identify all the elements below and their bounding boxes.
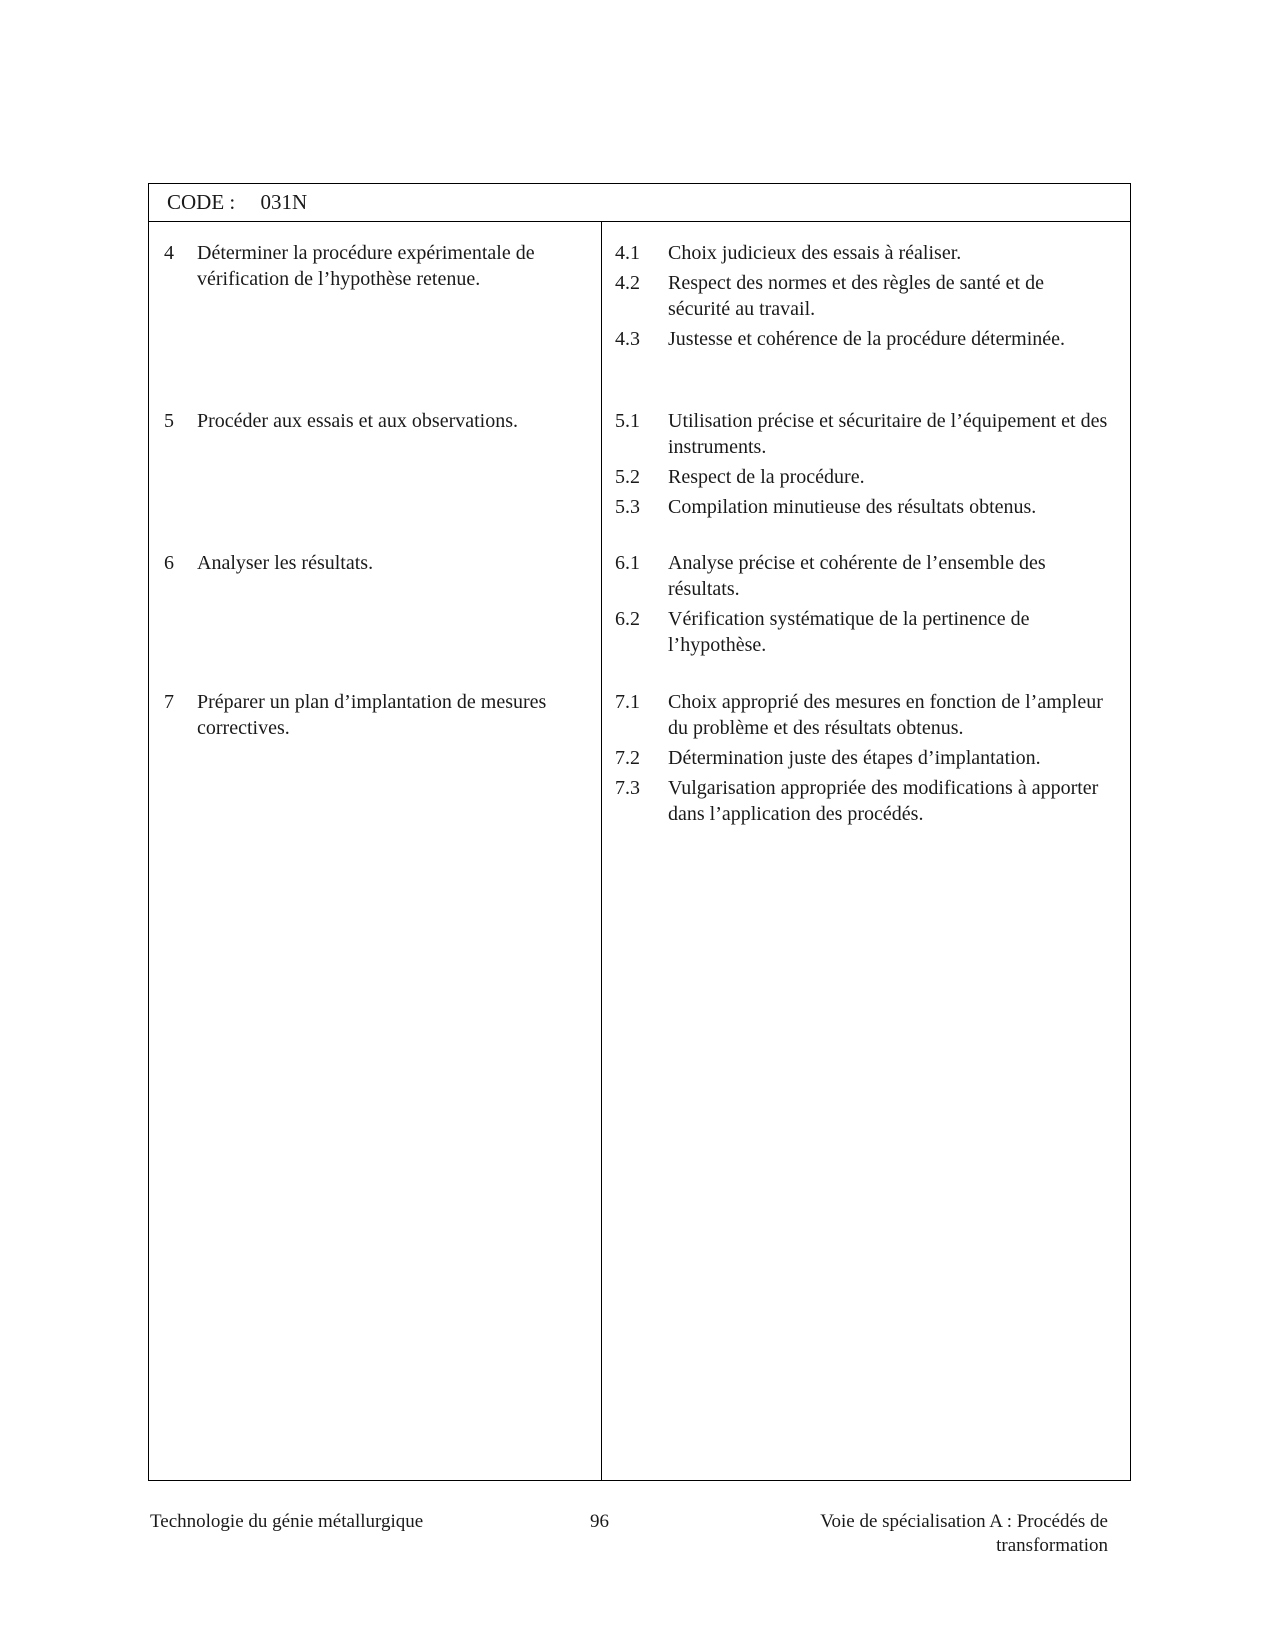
code-label: CODE : (167, 190, 236, 214)
criterion-number: 5.1 (615, 410, 640, 432)
criterion-text: Utilisation précise et sécuritaire de l’équipement et des instruments. (668, 410, 1108, 458)
criterion-number: 7.3 (615, 777, 640, 799)
element-text: Préparer un plan d’implantation de mesures correctives. (197, 691, 547, 739)
element-text: Déterminer la procédure expérimentale de vérification de l’hypothèse retenue. (197, 242, 535, 290)
element-number: 4 (164, 242, 174, 264)
criterion-text: Analyse précise et cohérente de l’ensemble des résultats. (668, 552, 1046, 600)
criterion-text: Détermination juste des étapes d’implantation. (668, 747, 1041, 769)
criterion-number: 4.3 (615, 328, 640, 350)
criterion-number: 5.2 (615, 466, 640, 488)
element-text: Procéder aux essais et aux observations. (197, 410, 519, 432)
code-header (167, 190, 307, 215)
criterion-text: Choix judicieux des essais à réaliser. (668, 242, 962, 264)
criterion-number: 7.1 (615, 691, 640, 713)
criterion-text: Vulgarisation appropriée des modifications à apporter dans l’application des procédés. (668, 777, 1099, 825)
criterion-text: Vérification systématique de la pertinence de l’hypothèse. (668, 608, 1030, 656)
footer-specialization: Voie de spécialisation A : Procédés de transformation (820, 1511, 1108, 1556)
criterion-text: Choix approprié des mesures en fonction de l’ampleur du problème et des résultats obtenus. (668, 691, 1103, 739)
criterion-number: 7.2 (615, 747, 640, 769)
criterion-text: Justesse et cohérence de la procédure déterminée. (668, 328, 1066, 350)
footer-program-title: Technologie du génie métallurgique (150, 1511, 424, 1532)
element-number: 5 (164, 410, 174, 432)
code-value: 031N (260, 190, 308, 214)
criterion-number: 4.2 (615, 272, 640, 294)
header-divider (148, 221, 1131, 222)
criterion-number: 6.1 (615, 552, 640, 574)
competency-table-frame (148, 183, 1131, 1481)
criterion-number: 4.1 (615, 242, 640, 264)
element-number: 6 (164, 552, 174, 574)
criterion-text: Respect des normes et des règles de santé et de sécurité au travail. (668, 272, 1044, 320)
criterion-text: Respect de la procédure. (668, 466, 865, 488)
element-number: 7 (164, 691, 174, 713)
column-divider (601, 221, 602, 1481)
criterion-text: Compilation minutieuse des résultats obtenus. (668, 496, 1037, 518)
footer-page-number: 96 (590, 1511, 609, 1532)
element-text: Analyser les résultats. (197, 552, 374, 574)
criterion-number: 6.2 (615, 608, 640, 630)
criterion-number: 5.3 (615, 496, 640, 518)
